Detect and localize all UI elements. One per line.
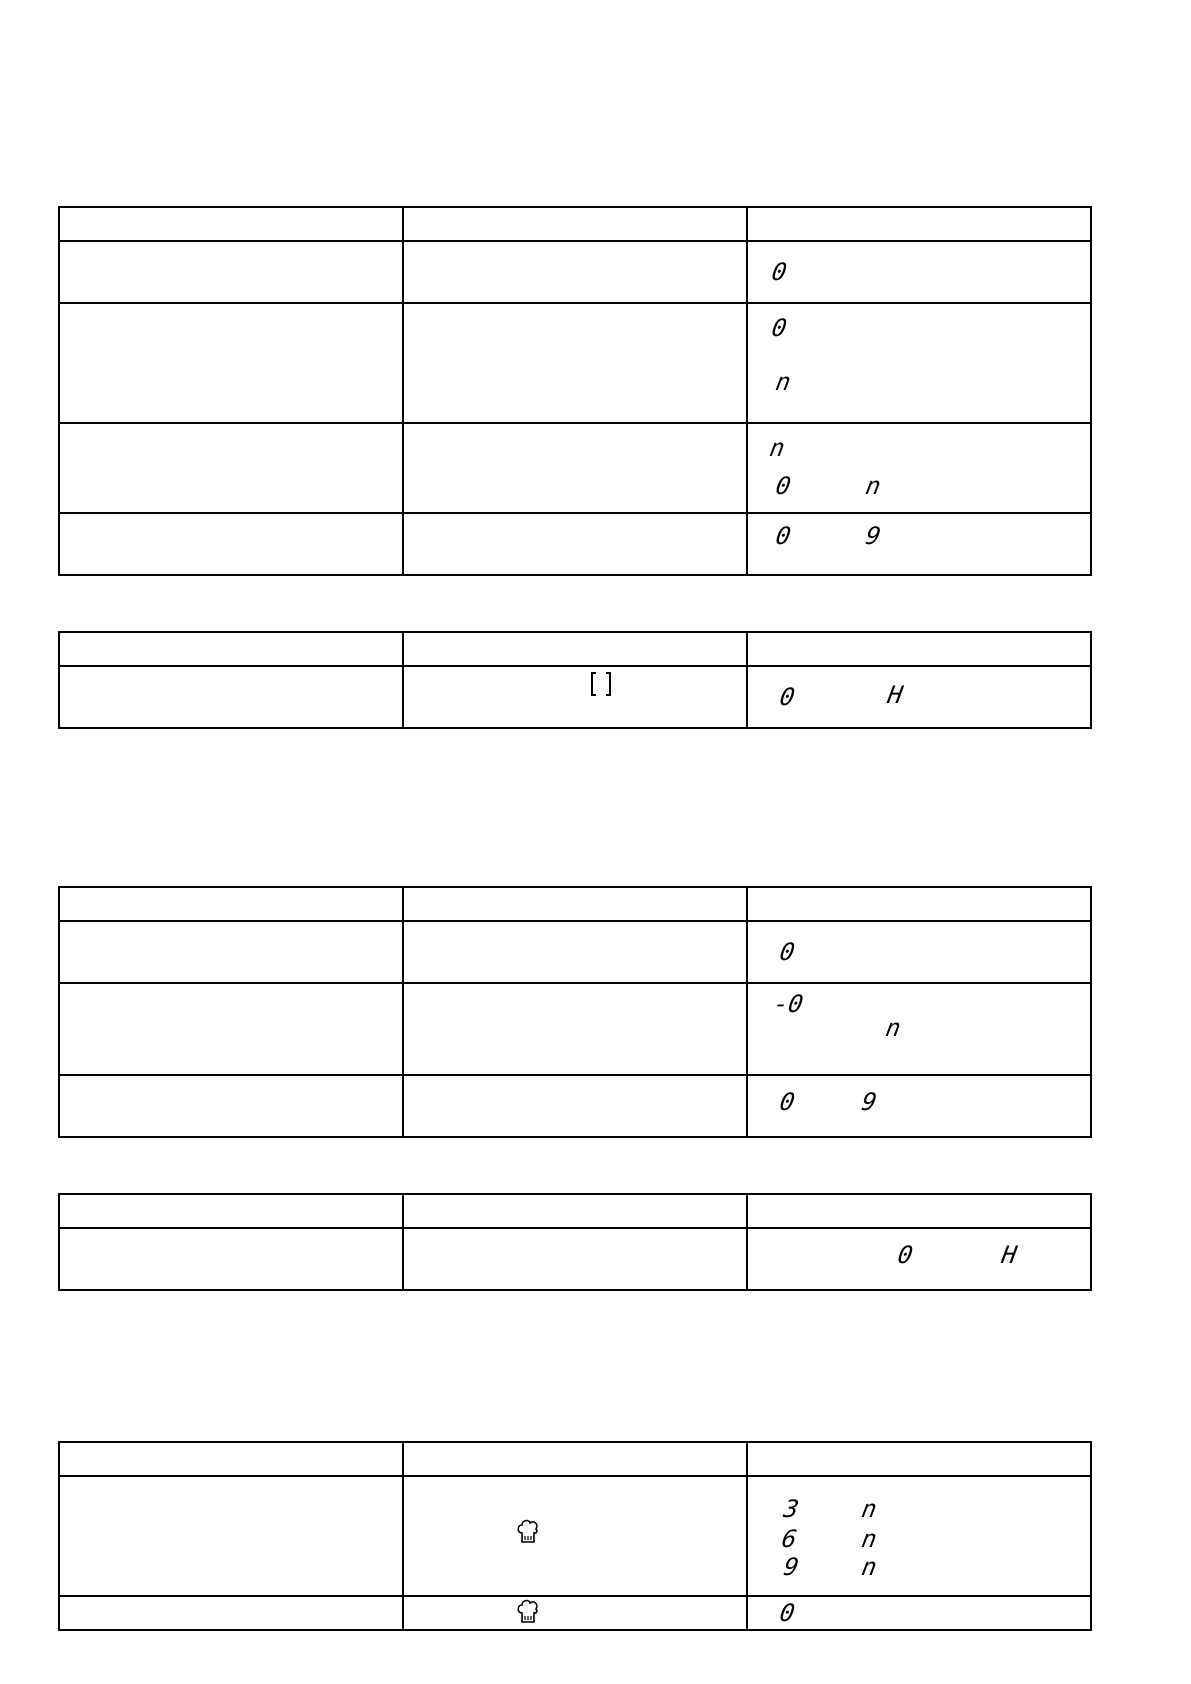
display-readout: n: [859, 1525, 879, 1553]
action-cell: [403, 1228, 747, 1290]
display-readout: H: [885, 681, 905, 709]
action-cell: [403, 241, 747, 303]
header-cell: [747, 207, 1091, 241]
display-readout: 9: [781, 1553, 801, 1581]
display-readout: n: [859, 1495, 879, 1523]
bracket-icon: [590, 671, 612, 697]
display-cell: [747, 1075, 1091, 1137]
description-cell: [59, 666, 403, 728]
header-cell: [403, 632, 747, 666]
settings-table-5: [58, 1441, 1092, 1631]
table-row: [59, 1476, 1091, 1596]
action-cell: [403, 1075, 747, 1137]
table-header-row: [59, 632, 1091, 666]
display-cell: [747, 1596, 1091, 1630]
display-readout: 3: [781, 1495, 801, 1523]
action-cell: [403, 983, 747, 1075]
display-readout: 0: [773, 522, 793, 550]
display-readout: n: [883, 1014, 903, 1042]
action-cell: [403, 921, 747, 983]
display-readout: 0: [773, 472, 793, 500]
header-cell: [403, 1442, 747, 1476]
description-cell: [59, 1596, 403, 1630]
header-cell: [747, 632, 1091, 666]
header-cell: [747, 1442, 1091, 1476]
display-cell: [747, 241, 1091, 303]
chef-hat-icon: [516, 1599, 540, 1625]
table-row: [59, 1228, 1091, 1290]
description-cell: [59, 1075, 403, 1137]
display-readout: n: [863, 472, 883, 500]
display-cell: [747, 1228, 1091, 1290]
description-cell: [59, 241, 403, 303]
table-row: [59, 423, 1091, 513]
settings-table-3: [58, 886, 1092, 1138]
header-cell: [747, 887, 1091, 921]
settings-table-4: [58, 1193, 1092, 1291]
display-readout: 6: [779, 1525, 799, 1553]
table-header-row: [59, 1194, 1091, 1228]
description-cell: [59, 1228, 403, 1290]
display-cell: [747, 423, 1091, 513]
table-row: [59, 666, 1091, 728]
chef-hat-icon: [516, 1519, 540, 1545]
display-readout: n: [859, 1553, 879, 1581]
table-header-row: [59, 887, 1091, 921]
header-cell: [59, 1194, 403, 1228]
description-cell: [59, 1476, 403, 1596]
table-row: [59, 1075, 1091, 1137]
display-readout: H: [999, 1241, 1019, 1269]
action-cell: [403, 1476, 747, 1596]
display-readout: 9: [859, 1088, 879, 1116]
header-cell: [403, 207, 747, 241]
display-cell: [747, 303, 1091, 423]
display-readout: n: [767, 434, 787, 462]
display-cell: [747, 666, 1091, 728]
action-cell: [403, 423, 747, 513]
display-cell: [747, 921, 1091, 983]
settings-table-1: [58, 206, 1092, 576]
display-readout: 0: [777, 1599, 797, 1627]
action-cell: [403, 303, 747, 423]
table-row: [59, 241, 1091, 303]
table-header-row: [59, 1442, 1091, 1476]
header-cell: [59, 887, 403, 921]
display-readout: 0: [777, 938, 797, 966]
description-cell: [59, 423, 403, 513]
display-cell: [747, 1476, 1091, 1596]
description-cell: [59, 303, 403, 423]
header-cell: [59, 1442, 403, 1476]
description-cell: [59, 513, 403, 575]
display-readout: 0: [769, 258, 789, 286]
table-row: [59, 983, 1091, 1075]
display-readout: 0: [777, 1088, 797, 1116]
settings-table-2: [58, 631, 1092, 729]
table-row: [59, 921, 1091, 983]
action-cell: [403, 666, 747, 728]
header-cell: [59, 632, 403, 666]
display-readout: -0: [771, 990, 806, 1018]
description-cell: [59, 983, 403, 1075]
table-row: [59, 513, 1091, 575]
table-row: [59, 1596, 1091, 1630]
display-readout: n: [773, 368, 793, 396]
action-cell: [403, 1596, 747, 1630]
display-readout: 9: [863, 522, 883, 550]
action-cell: [403, 513, 747, 575]
table-header-row: [59, 207, 1091, 241]
description-cell: [59, 921, 403, 983]
display-cell: [747, 513, 1091, 575]
header-cell: [747, 1194, 1091, 1228]
display-readout: 0: [769, 314, 789, 342]
display-cell: [747, 983, 1091, 1075]
header-cell: [403, 1194, 747, 1228]
header-cell: [403, 887, 747, 921]
display-readout: 0: [777, 683, 797, 711]
header-cell: [59, 207, 403, 241]
display-readout: 0: [895, 1241, 915, 1269]
table-row: [59, 303, 1091, 423]
